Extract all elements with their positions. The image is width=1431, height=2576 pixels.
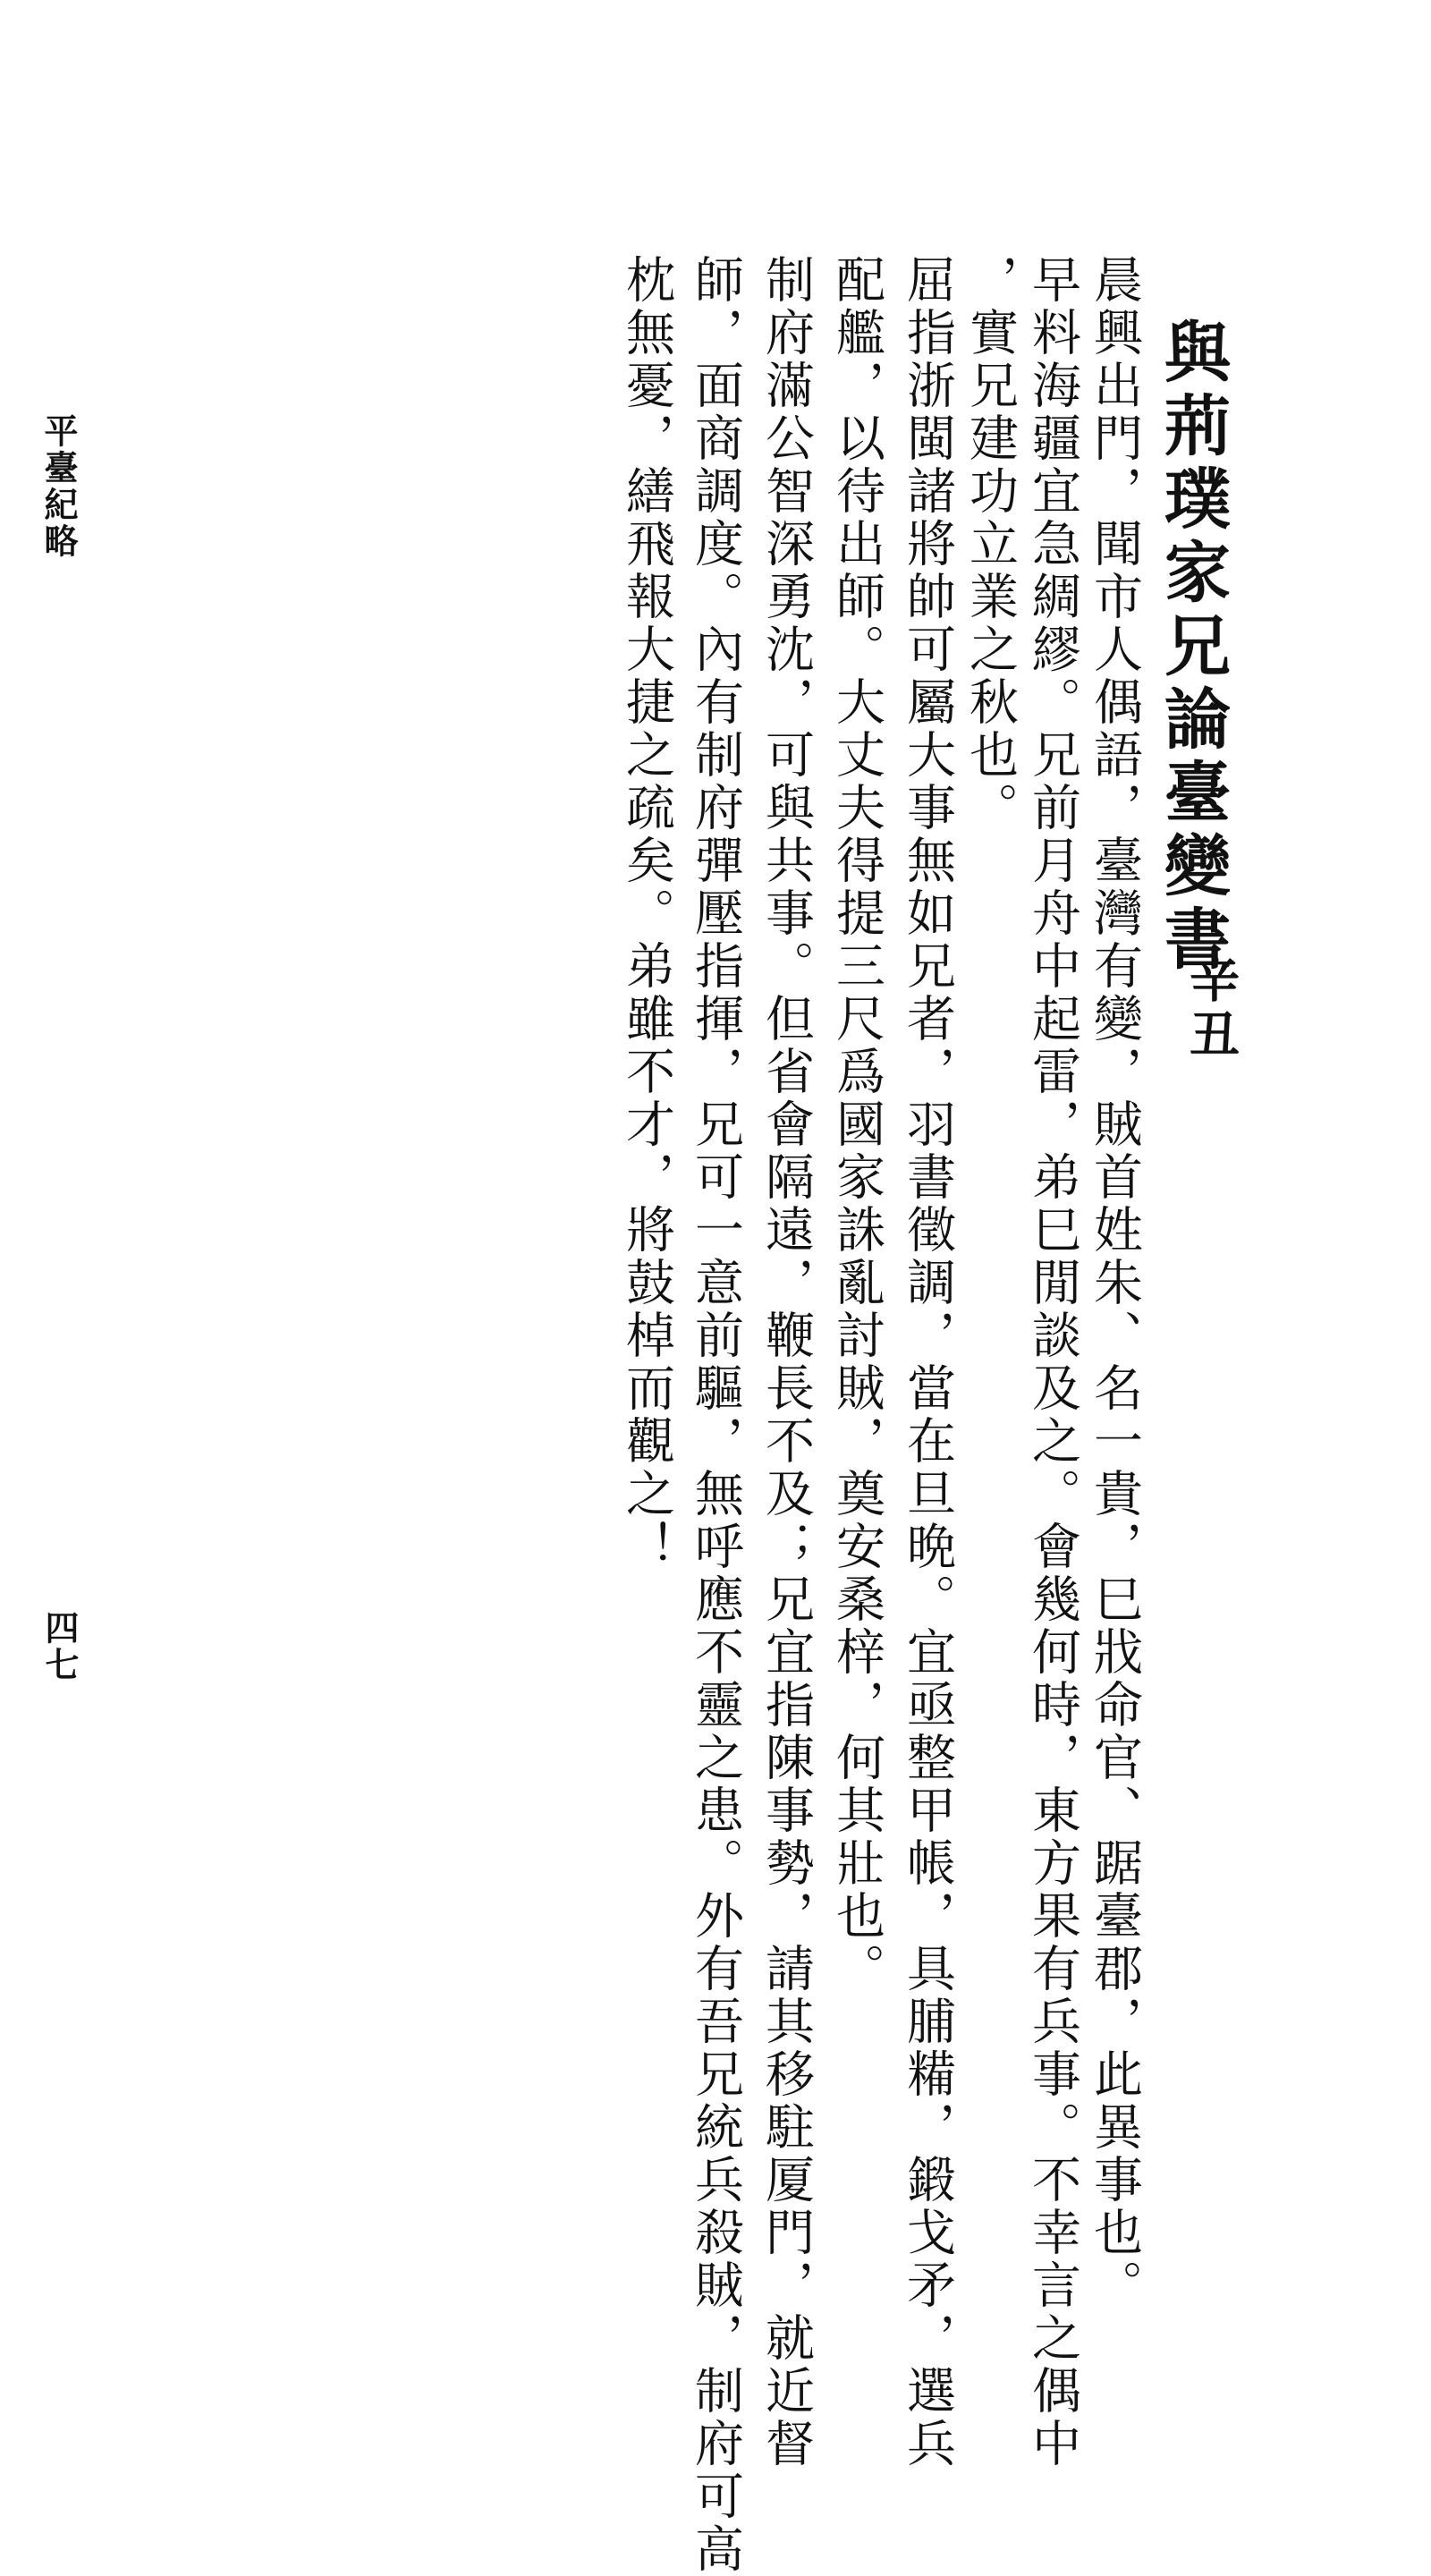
body-column-6: 制府滿公智深勇沈，可與共事。但省會隔遠，鞭長不及；兄宜指陳事勢，請其移駐厦門，就近督: [758, 254, 815, 2470]
body-column-2: 早料海疆宜急綢繆。兄前月舟中起雷，弟巳閒談及之。會幾何時，東方果有兵事。不幸言之偶中: [1024, 254, 1081, 2470]
body-column-8: 枕無憂，繕飛報大捷之疏矣。弟雖不才，將鼓棹而觀之！: [618, 254, 675, 1573]
body-column-3: ，實兄建功立業之秋也。: [961, 254, 1019, 835]
body-column-7: 師，面商調度。內有制府彈壓指揮，兄可一意前驅，無呼應不靈之患。外有吾兄統兵殺賊，制府可高: [687, 254, 744, 2576]
body-column-5: 配艦，以待出師。大丈夫得提三尺爲國家誅亂討賊，奠安桑梓，何其壯也。: [828, 254, 885, 1996]
document-date: 辛丑: [1181, 953, 1240, 1063]
body-column-4: 屈指浙閩諸將帥可屬大事無如兄者，羽書徵調，當在旦晩。宜亟整甲帳，具脯糒，鍛戈矛，選兵: [899, 254, 956, 2470]
body-column-1: 晨興出門，聞市人偶語，臺灣有變，賊首姓朱、名一貴，巳戕命官、踞臺郡，此異事也。: [1086, 254, 1143, 2312]
document-title: 與荊璞家兄論臺變書: [1154, 318, 1231, 978]
running-book-title: 平臺紀略: [38, 413, 79, 560]
page-number: 四七: [39, 1610, 80, 1683]
